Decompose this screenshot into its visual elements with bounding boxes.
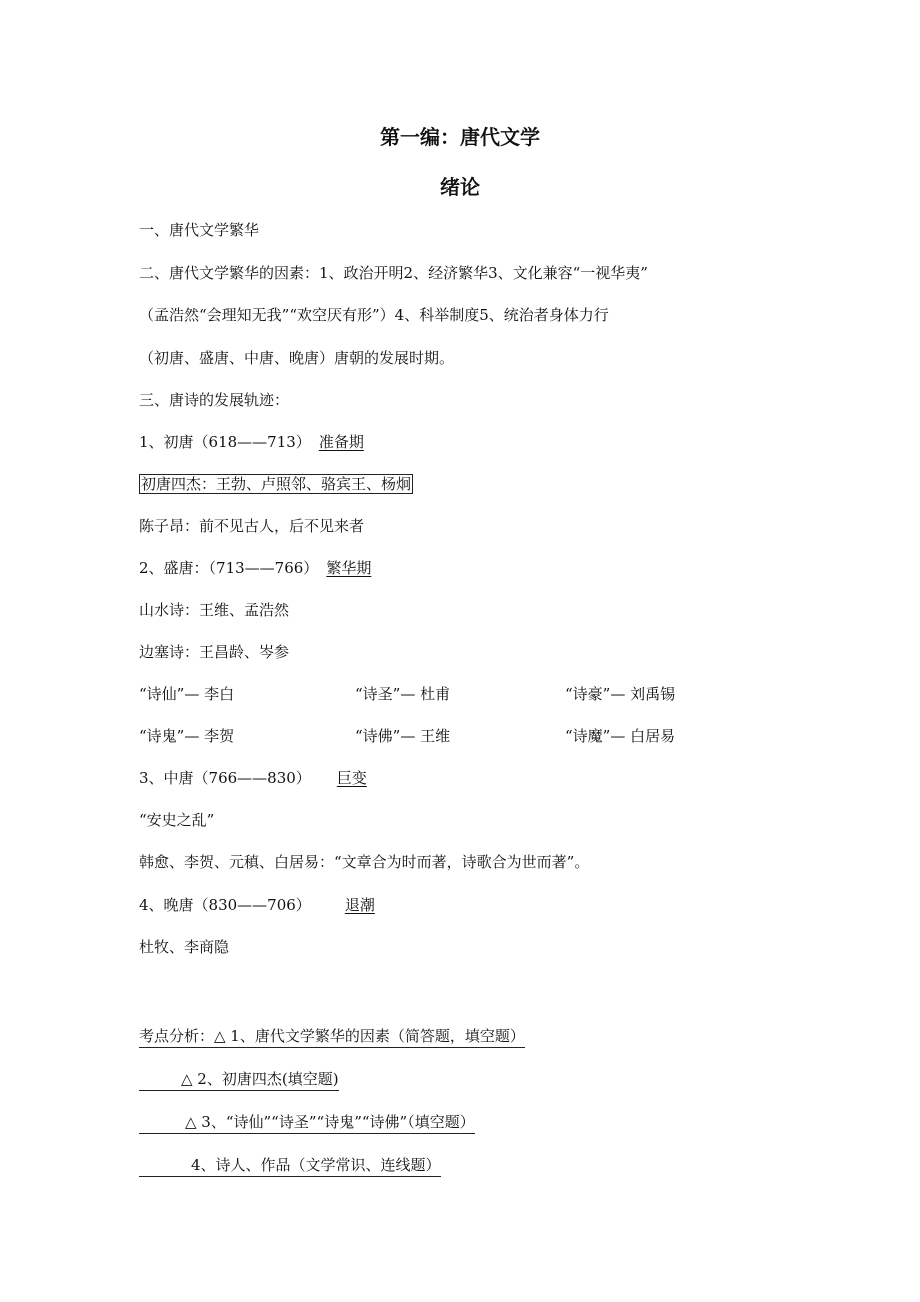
early-tang-line (139, 432, 364, 452)
nickname-shifo: “诗佛”— 王维 (355, 727, 451, 745)
late-tang-stage: 退潮 (344, 896, 375, 914)
mid-tang-stage: 巨变 (336, 769, 367, 787)
nickname-shimo: “诗魔”— 白居易 (565, 727, 676, 745)
section-two-line-1: 二、唐代文学繁华的因素：1、政治开明2、经济繁华3、文化兼容“一视华夷” (139, 264, 648, 282)
high-tang-label: 2、盛唐：（713——766） (139, 559, 319, 577)
chapter-title: 绪论 (440, 175, 480, 199)
high-tang-line (139, 558, 371, 578)
exam-point-4: 4、诗人、作品（文学常识、连线题） (139, 1155, 441, 1177)
chen-ziang-line: 陈子昂：前不见古人，后不见来者 (139, 517, 365, 535)
nickname-shigui: “诗鬼”— 李贺 (139, 727, 235, 745)
section-two-line-3: （初唐、盛唐、中唐、晚唐）唐朝的发展时期。 (139, 349, 455, 367)
nickname-shisheng: “诗圣”— 杜甫 (355, 685, 451, 703)
high-tang-stage: 繁华期 (326, 559, 372, 577)
section-two-line-2: （孟浩然“会理知无我”“欢空厌有形”）4、科举制度5、统治者身体力行 (139, 306, 609, 324)
late-tang-poets-line: 杜牧、李商隐 (139, 938, 230, 956)
section-one: 一、唐代文学繁华 (139, 221, 260, 239)
frontier-poetry-line: 边塞诗：王昌龄、岑参 (139, 643, 290, 661)
section-three: 三、唐诗的发展轨迹： (139, 391, 290, 409)
late-tang-line (139, 895, 375, 915)
exam-point-2: △ 2、初唐四杰(填空题) (139, 1069, 339, 1091)
mid-tang-poets-line: 韩愈、李贺、元稹、白居易：“文章合为时而著，诗歌合为世而著”。 (139, 853, 590, 871)
nickname-shihao: “诗豪”— 刘禹锡 (565, 685, 676, 703)
exam-point-1: 考点分析：△ 1、唐代文学繁华的因素（简答题，填空题） (139, 1026, 525, 1048)
landscape-poetry-line: 山水诗：王维、孟浩然 (139, 601, 290, 619)
mid-tang-label: 3、中唐（766——830） (139, 769, 311, 787)
early-tang-label: 1、初唐（618——713） (139, 433, 311, 451)
four-masters-box: 初唐四杰：王勃、卢照邻、骆宾王、杨炯 (141, 475, 412, 493)
exam-point-3: △ 3、“诗仙”“诗圣”“诗鬼”“诗佛”（填空题） (139, 1112, 475, 1134)
anshi-rebellion-line: “安史之乱” (139, 811, 215, 829)
mid-tang-line (139, 768, 367, 788)
part-title: 第一编：唐代文学 (380, 125, 540, 149)
four-masters-line (139, 474, 413, 494)
late-tang-label: 4、晚唐（830——706） (139, 896, 311, 914)
early-tang-stage: 准备期 (318, 433, 364, 451)
nickname-shixian: “诗仙”— 李白 (139, 685, 235, 703)
